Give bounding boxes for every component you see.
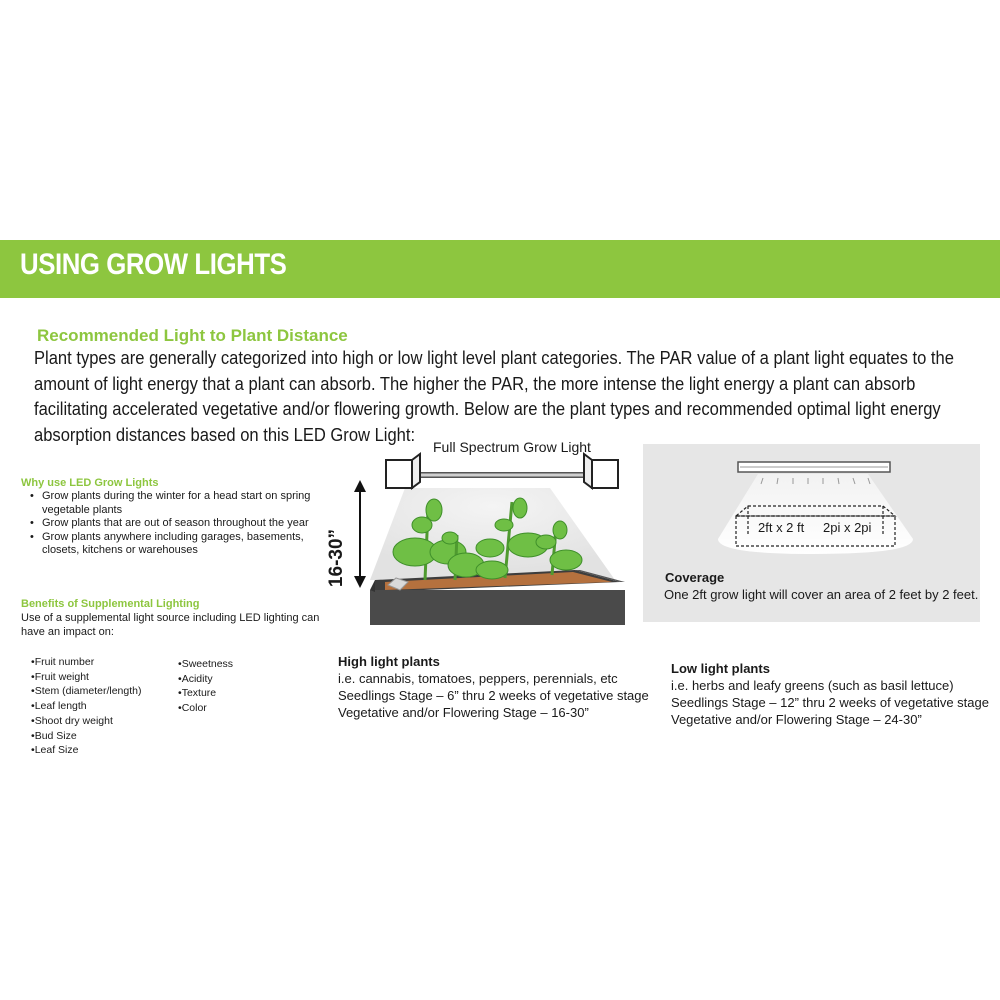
list-item: • Shoot dry weight	[31, 714, 141, 729]
list-item: • Leaf Size	[31, 743, 141, 758]
coverage-cone	[718, 474, 913, 554]
list-item: • Sweetness	[178, 657, 233, 672]
why-list	[30, 490, 330, 558]
intro-paragraph: Plant types are generally categorized into high or low light level plant categories. The PAR value of a plant light equates to the amount of light energy that a plant can absorb. The higher the PAR, the more intense the light energy a plant can absorb facilitating accelerated vegetative and/or flowering growth. Below are the plant types and recommended optimal light energy absorption distances based on this LED Grow Light:	[34, 348, 954, 445]
title-banner	[0, 240, 1000, 298]
list-item: • Fruit number	[31, 655, 141, 670]
illustration-caption: Full Spectrum Grow Light	[433, 439, 591, 455]
high-light-block	[338, 653, 649, 721]
list-item: • Grow plants anywhere including garages, basements, closets, kitchens or warehouses	[30, 531, 330, 558]
low-light-flowering: Vegetative and/or Flowering Stage – 24-30”	[671, 712, 922, 727]
list-item: • Grow plants during the winter for a head start on spring vegetable plants	[30, 490, 330, 517]
list-item: • Stem (diameter/length)	[31, 684, 141, 699]
high-light-examples: i.e. cannabis, tomatoes, peppers, perennials, etc	[338, 671, 618, 686]
benefits-text: Use of a supplemental light source including LED lighting can have an impact on:	[21, 612, 320, 638]
light-bracket-right	[584, 454, 618, 488]
list-item: • Grow plants that are out of season throughout the year	[30, 517, 330, 531]
list-item: • Color	[178, 701, 233, 716]
low-light-title: Low light plants	[671, 661, 770, 676]
grow-light-illustration	[330, 430, 635, 630]
page-title: USING GROW LIGHTS	[20, 248, 287, 281]
low-light-seedlings: Seedlings Stage – 12” thru 2 weeks of vegetative stage	[671, 695, 989, 710]
high-light-flowering: Vegetative and/or Flowering Stage – 16-30”	[338, 705, 589, 720]
coverage-text: One 2ft grow light will cover an area of 2 feet by 2 feet.	[664, 587, 979, 602]
benefits-list-b	[178, 657, 233, 716]
list-item: • Texture	[178, 686, 233, 701]
height-label: 16-30”	[326, 528, 347, 588]
list-item: • Fruit weight	[31, 670, 141, 685]
coverage-heading: Coverage	[665, 570, 725, 585]
list-item: • Bud Size	[31, 729, 141, 744]
section-subheading: Recommended Light to Plant Distance	[37, 326, 348, 345]
why-heading: Why use LED Grow Lights	[21, 477, 159, 489]
coverage-dimension-pi: 2pi x 2pi	[823, 520, 872, 535]
list-item: • Acidity	[178, 672, 233, 687]
coverage-dimension-ft: 2ft x 2 ft	[758, 520, 805, 535]
light-bracket-left	[386, 454, 420, 488]
high-light-seedlings: Seedlings Stage – 6” thru 2 weeks of vegetative stage	[338, 688, 649, 703]
benefits-heading: Benefits of Supplemental Lighting	[21, 598, 200, 610]
low-light-block	[671, 660, 989, 728]
benefits-list-a	[31, 655, 141, 758]
low-light-examples: i.e. herbs and leafy greens (such as basil lettuce)	[671, 678, 954, 693]
high-light-title: High light plants	[338, 654, 440, 669]
list-item: • Leaf length	[31, 699, 141, 714]
